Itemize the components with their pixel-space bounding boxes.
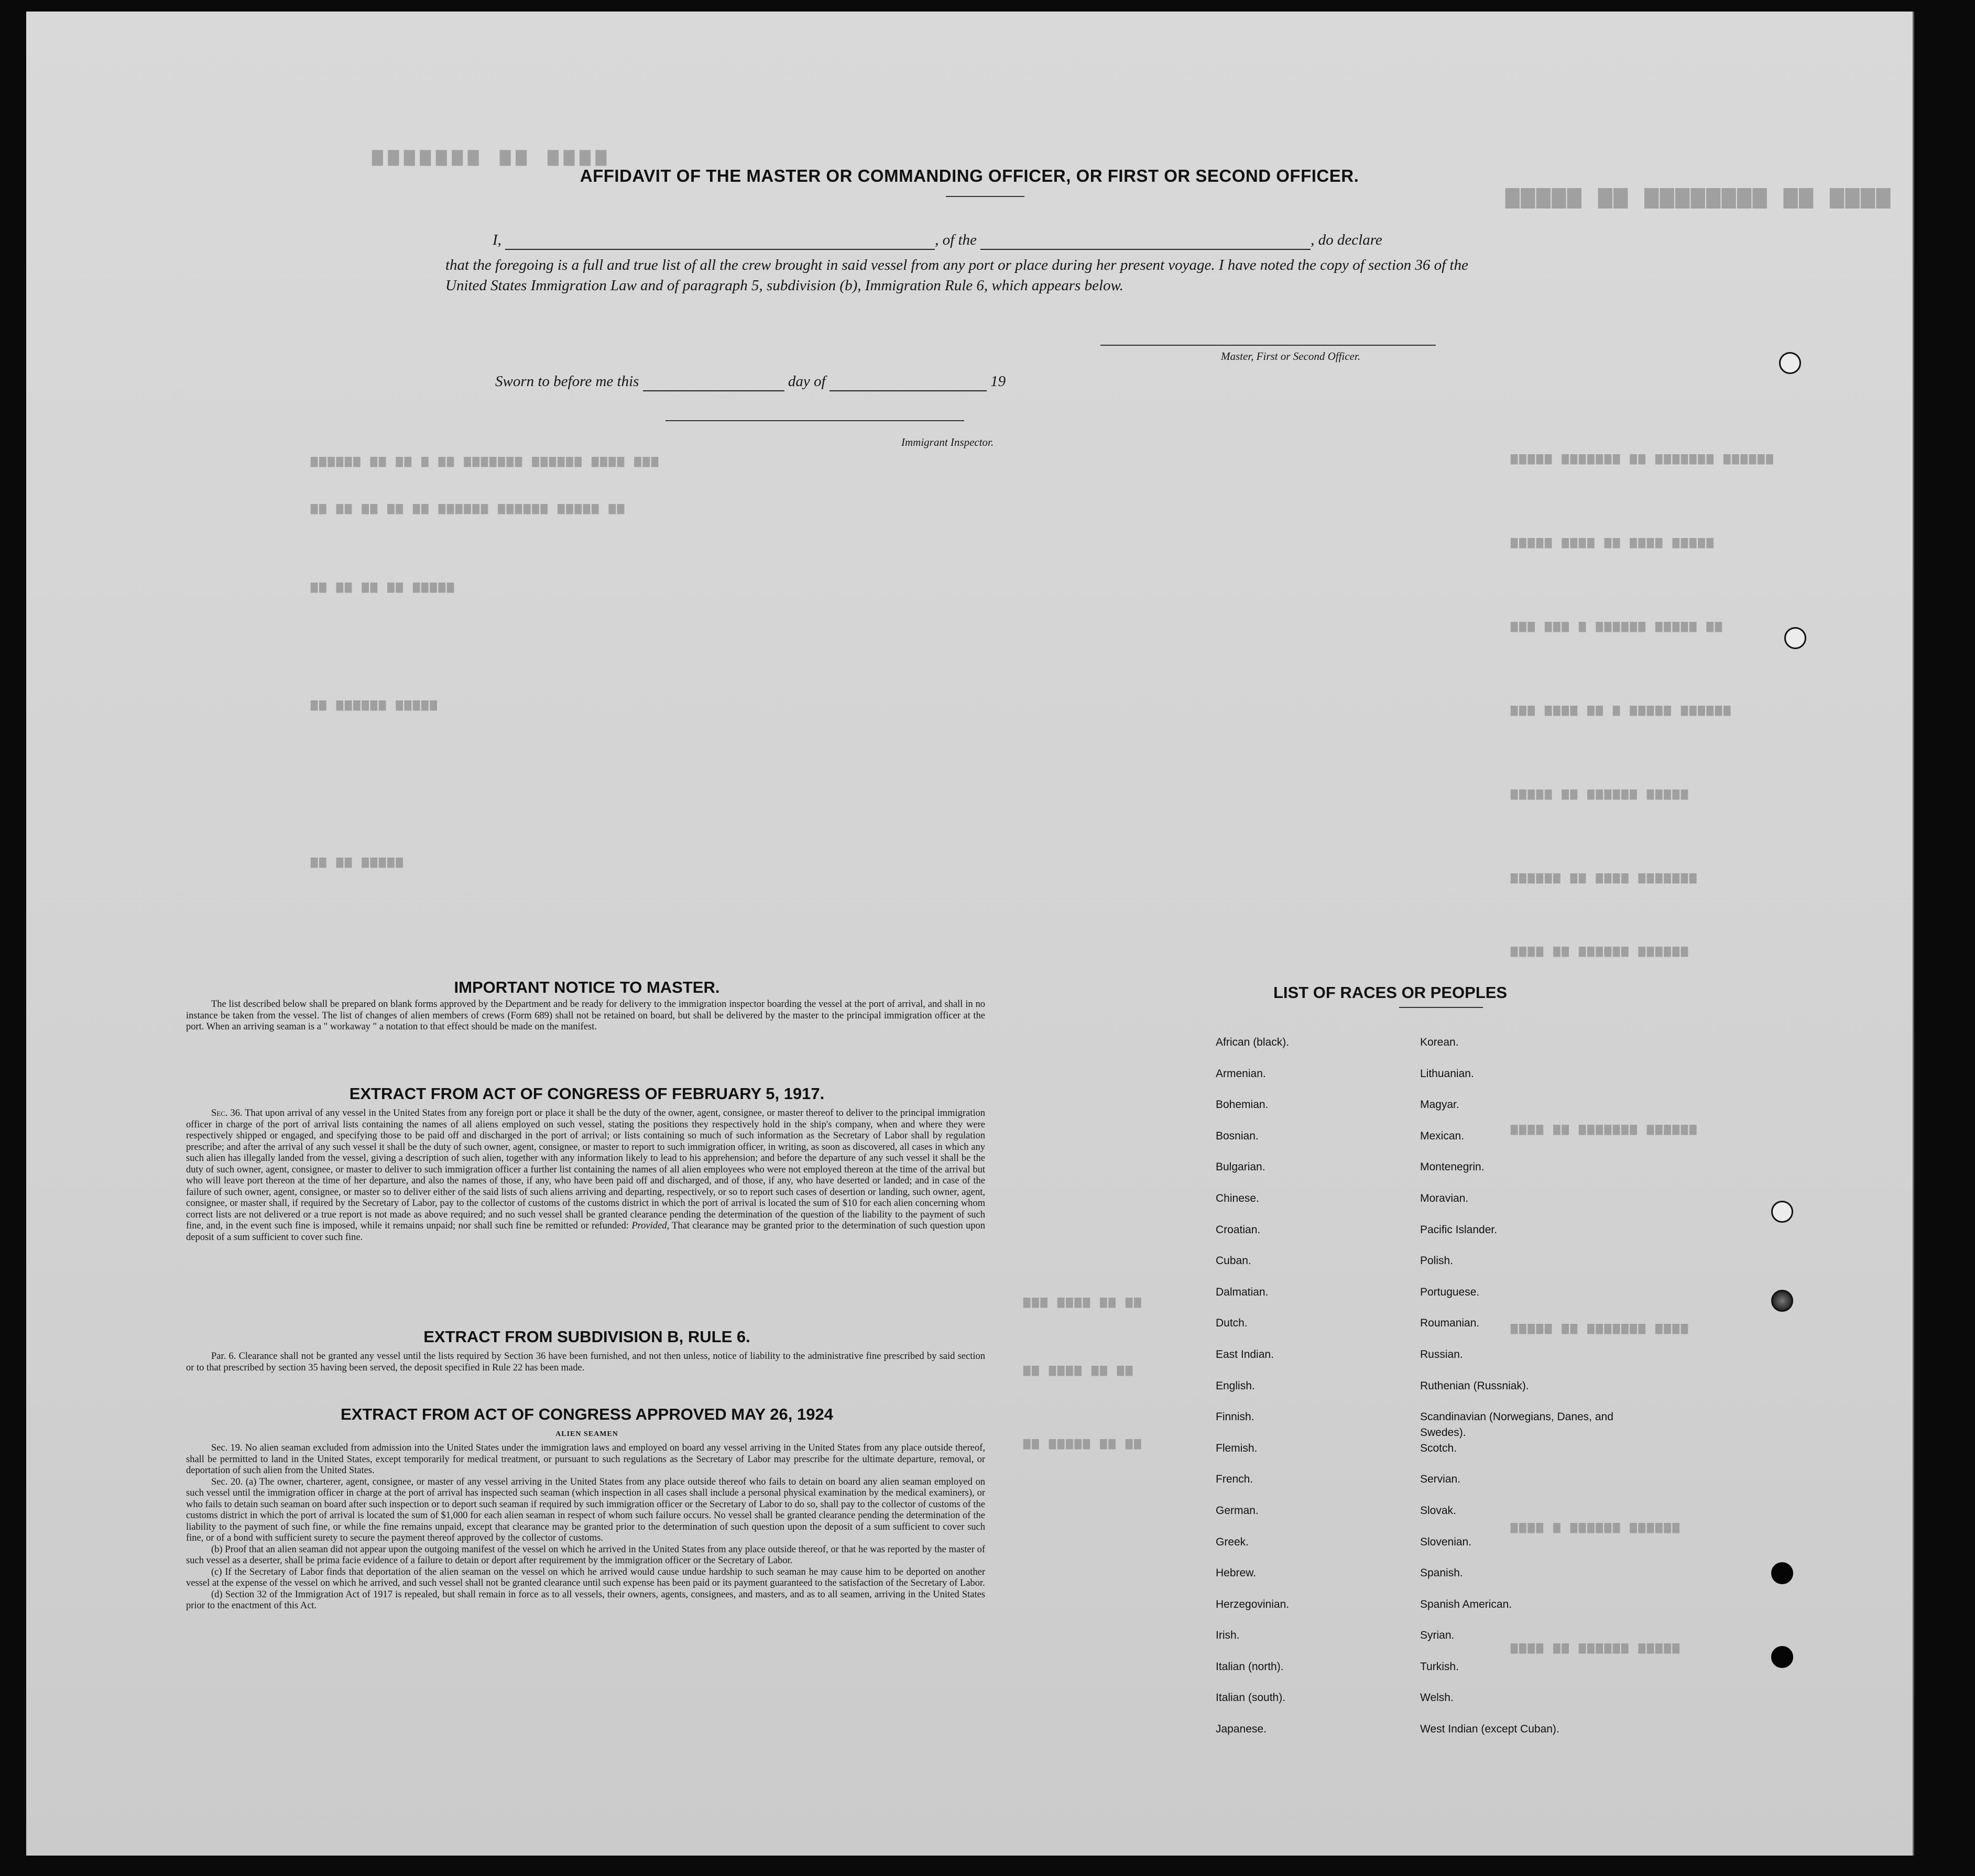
race-item: Bulgarian. <box>1216 1161 1265 1173</box>
sec19-text: Sec. 19. No alien seaman excluded from admission into the United States under the immigration laws and employed on board any vessel arriving in the United States from any place outside thereof, shall be permitted to land in the United States, except temporarily for medical treatment, or pursuant to such regulations as the Secretary of Labor may prescribe for the ultimate departure, removal, or deportation of such alien from the United States. <box>186 1443 985 1476</box>
bleedthrough-row: ▆▆▆▆▆▆ ▆▆▆▆▆▆▆ ▆▆ ▆▆▆▆▆▆▆ ▆▆▆▆▆ <box>1509 452 1773 465</box>
race-item: Lithuanian. <box>1420 1067 1474 1080</box>
binder-hole <box>1771 1290 1793 1312</box>
race-item: East Indian. <box>1216 1348 1274 1361</box>
race-item: Italian (south). <box>1216 1692 1286 1704</box>
sworn-label: Sworn to before me this <box>495 373 639 390</box>
sec36-text: That upon arrival of any vessel in the United States from any foreign port or place it shall be the duty of the owner, agent, consignee, or master thereof to deliver to the principal immigration officer in charge of the port of arrival lists containing the names of all aliens employed on such vessel, stating the positions they respectively hold in the ship's company, when and where they were respectively shipped or engaged, and specifying those to be paid off and discharged in the port of arrival; or lists containing so much of such information as the Secretary of Labor shall by regulation prescribe; and after the arrival of any such vessel it shall be the duty of such owner, agent, consignee, or master to report to such immigration officer, in writing, as soon as discovered, all cases in which any such alien has illegally landed from the vessel, giving a description of such alien, together with any information likely to lead to his apprehension; and before the departure of any such vessel it shall be the duty of such owner, agent, consignee, or master to deliver to such immigration officer a further list containing the names of all alien employees who were not employed thereon at the time of the arrival but who will leave port thereon at the time of her departure, and also the names of those, if any, who have been paid off and discharged, and of those, if any, who have deserted or landed; and in case of the failure of such owner, agent, consignee, or master so to deliver either of the said lists of such aliens arriving and departing, respectively, or so to report such cases of desertion or landing, such owner, agent, consignee, or master shall, if required by the Secretary of Labor, pay to the collector of customs of the customs district in which the port of arrival is located the sum of $10 for each alien concerning whom correct lists are not delivered or a true report is not made as above required; and no such vessel shall be granted clearance pending the determination of the question of the liability to the payment of such fine, and, in the event such fine is imposed, while it remains unpaid; nor shall such fine be remitted or refunded: <box>186 1108 985 1231</box>
affidavit-declaration-line <box>493 232 1488 250</box>
races-title: LIST OF RACES OR PEOPLES <box>1273 983 1508 1002</box>
bleedthrough-row: ▆▆▆▆ ▆▆▆▆▆▆▆ ▆▆ ▆▆▆▆▆ <box>1509 1321 1688 1334</box>
race-item: Greek. <box>1216 1535 1249 1548</box>
race-item: French. <box>1216 1473 1253 1486</box>
race-item: Moravian. <box>1420 1192 1469 1204</box>
race-item: Scotch. <box>1420 1442 1457 1454</box>
race-item: Chinese. <box>1216 1192 1259 1204</box>
race-item: Slovenian. <box>1420 1535 1472 1548</box>
bleedthrough-row: ▆▆ ▆▆ ▆▆▆▆ ▆▆ <box>1022 1363 1133 1376</box>
race-item: Syrian. <box>1420 1629 1455 1642</box>
sec36-label: Sec. 36. <box>211 1108 243 1118</box>
bleedthrough-row: ▆▆▆▆▆ ▆▆ ▆▆ ▆▆ ▆▆ <box>309 580 454 593</box>
race-item: Servian. <box>1420 1473 1461 1486</box>
bleedthrough-row: ▆▆▆▆▆▆ ▆▆▆▆▆▆ ▆ ▆▆▆▆ <box>1509 1520 1679 1533</box>
race-item: Hebrew. <box>1216 1567 1257 1579</box>
bleedthrough-row: ▆▆ ▆▆▆▆▆ ▆▆▆▆▆▆ ▆ ▆▆▆ ▆▆▆ <box>1509 619 1722 632</box>
sec20d-text: (d) Section 32 of the Immigration Act of 1917 is repealed, but shall remain in force as to all vessels, their owners, agents, consignees, and masters, and as to all seamen, arriving in the United States prior to the enactment of this Act. <box>186 1589 985 1611</box>
sec20b-text: (b) Proof that an alien seaman did not appear upon the outgoing manifest of the vessel on which he arrived in the United States from any place outside thereof, or that he was reported by the master of such vessel as a deserter, shall be prima facie evidence of a failure to detain or deport after requirement by the immigration officer or the Secretary of Labor. <box>186 1544 985 1566</box>
sec36-proviso-label: Provided, <box>631 1221 670 1231</box>
master-signature-field[interactable] <box>1100 345 1436 346</box>
sec36-proviso-text: That clearance may be granted prior to the determination of such question upon deposit of a sum sufficient to cover such fine. <box>186 1221 986 1243</box>
race-item: Portuguese. <box>1420 1286 1480 1298</box>
extract-1917-body <box>186 1108 985 1243</box>
bleedthrough-row: ▆▆ ▆▆ ▆▆▆▆ ▆▆▆ <box>1022 1295 1141 1308</box>
race-item: Ruthenian (Russniak). <box>1420 1379 1529 1392</box>
rule6-text: Par. 6. Clearance shall not be granted any vessel until the lists required by Section 36 have been furnished, and not then unless, notice of liability to the administrative fine prescribed by said section or to that prescribed by section 35 having been served, the deposit specified in Rule 22 has been made. <box>186 1351 985 1373</box>
binder-hole <box>1771 1562 1793 1584</box>
sworn-month-field[interactable] <box>830 373 987 391</box>
affidavit-declare-label: , do declare <box>1311 232 1382 248</box>
race-item: Korean. <box>1420 1036 1459 1048</box>
extract-1924-subtitle: ALIEN SEAMEN <box>555 1430 618 1438</box>
race-item: Armenian. <box>1216 1067 1266 1080</box>
master-signature-label: Master, First or Second Officer. <box>1221 350 1360 363</box>
master-name-field[interactable] <box>505 232 935 250</box>
race-item: Japanese. <box>1216 1723 1267 1736</box>
race-item: Dutch. <box>1216 1317 1248 1330</box>
races-rule <box>1399 1007 1483 1008</box>
bleedthrough-row: ▆▆▆▆▆▆ ▆▆▆▆▆ ▆ ▆▆ ▆▆▆▆ ▆▆▆ <box>1509 703 1731 716</box>
race-item: Pacific Islander. <box>1420 1223 1498 1236</box>
race-item: Italian (north). <box>1216 1660 1284 1673</box>
bleedthrough-row: ▆▆▆ ▆▆▆▆ ▆▆▆▆▆▆ ▆▆▆▆▆▆▆ ▆▆ ▆ ▆▆ ▆▆ ▆▆▆▆▆▆ <box>309 454 659 467</box>
inspector-signature-field[interactable] <box>665 420 964 421</box>
races-left-column <box>1216 1035 1404 1753</box>
affidavit-of-the-label: , of the <box>935 232 977 248</box>
bleedthrough-row: ▆▆▆▆▆▆ ▆▆▆▆▆▆▆ ▆▆ ▆▆▆▆ <box>1509 1122 1697 1135</box>
affidavit-title: AFFIDAVIT OF THE MASTER OR COMMANDING OFFICER, OR FIRST OR SECOND OFFICER. <box>580 166 1359 185</box>
extract-rule6-title: EXTRACT FROM SUBDIVISION B, RULE 6. <box>423 1328 750 1346</box>
race-item: Slovak. <box>1420 1504 1456 1517</box>
bleedthrough-row: ▆▆▆▆▆ ▆▆ ▆▆ <box>309 855 403 868</box>
race-item: Polish. <box>1420 1255 1454 1267</box>
race-item: Dalmatian. <box>1216 1286 1269 1298</box>
race-item: West Indian (except Cuban). <box>1420 1723 1559 1736</box>
bleedthrough-row: ▆▆ ▆▆ ▆▆▆▆▆ ▆▆ <box>1022 1436 1141 1450</box>
race-item: Magyar. <box>1420 1099 1459 1111</box>
race-item: Russian. <box>1420 1348 1463 1361</box>
race-item: English. <box>1216 1379 1255 1392</box>
race-item: Mexican. <box>1420 1129 1465 1142</box>
race-item: German. <box>1216 1504 1259 1517</box>
bleedthrough-row: ▆▆▆▆▆ ▆▆▆▆▆▆ ▆▆ <box>309 698 437 711</box>
notice-text: The list described below shall be prepared on blank forms approved by the Department and be ready for delivery to the immigration inspector boarding the vessel at the port of arrival, and shall in no instance be taken from the vessel. The list of changes of alien members of crews (Form 689) shall not be retained on board, but shall be delivered by the master to the principal immigration officer at the port. When an arriving seaman is a " workaway " a notation to that effect should be made on the manifest. <box>186 999 985 1032</box>
race-item: Cuban. <box>1216 1255 1251 1267</box>
binder-hole <box>1784 627 1806 649</box>
extract-1924-body <box>186 1443 985 1612</box>
notice-title: IMPORTANT NOTICE TO MASTER. <box>454 978 720 996</box>
bleedthrough-title: ▆▆▆▆ ▆▆ ▆▆▆▆▆▆▆ <box>367 145 607 166</box>
race-item: Irish. <box>1216 1629 1240 1642</box>
binder-hole <box>1779 352 1801 374</box>
race-item: Spanish American. <box>1420 1598 1512 1610</box>
race-item: Welsh. <box>1420 1692 1454 1704</box>
sworn-year-label: 19 <box>990 373 1006 390</box>
vessel-name-field[interactable] <box>980 232 1311 250</box>
manifest-sheet <box>26 12 1914 1856</box>
binder-hole <box>1771 1646 1793 1668</box>
affidavit-i-label: I, <box>493 232 501 248</box>
sworn-day-field[interactable] <box>643 373 784 391</box>
bleedthrough-row: ▆▆ ▆▆▆▆▆ ▆▆▆▆▆▆ ▆▆▆▆▆▆ ▆▆ ▆▆ ▆▆ ▆▆ ▆▆ <box>309 501 625 514</box>
race-item: Spanish. <box>1420 1567 1463 1579</box>
bleedthrough-row: ▆▆▆▆▆▆▆ ▆▆▆▆ ▆▆ ▆▆▆▆▆▆ <box>1509 871 1697 884</box>
title-rule <box>946 196 1024 197</box>
race-item: Herzegovinian. <box>1216 1598 1290 1610</box>
race-item: Scandinavian (Norwegians, Danes, and Swedes). <box>1420 1411 1613 1439</box>
sec20a-text: Sec. 20. (a) The owner, charterer, agent, consignee, or master of any vessel arriving in the United States from any place outside thereof who fails to detain on board any alien seaman employed on such vessel until the immigration officer in charge at the port of arrival has inspected such seaman (which inspection in all cases shall include a personal physical examination by the medical examiners), or who fails to detain such seaman on board after such inspection or to deport such seaman if required by such immigration officer or the Secretary of Labor to do so, shall pay to the collector of customs of the customs district in which the port of arrival is located the sum of $1,000 for each alien seaman in respect of whom such failure occurs. No vessel shall be granted clearance pending the determination of the liability to the payment of such fine, or while the fine remains unpaid, except that clearance may be granted prior to the determination of such question upon the deposit of a sum sufficient to cover such fine, or of a bond with sufficient surety to secure the payment thereof approved by the collector of customs. <box>186 1476 985 1543</box>
race-item: African (black). <box>1216 1036 1290 1048</box>
affidavit-body: that the foregoing is a full and true list of all the crew brought in said vessel from any port or place during her present voyage. I have noted the copy of section 36 of the United States Immigration Law and of paragraph 5, subdivision (b), Immigration Rule 6, which appears below. <box>445 257 1468 294</box>
extract-1917-title: EXTRACT FROM ACT OF CONGRESS OF FEBRUARY 5, 1917. <box>349 1084 825 1103</box>
sworn-line <box>495 373 1124 391</box>
notice-body <box>186 999 985 1033</box>
bleedthrough-row: ▆▆▆▆▆ ▆▆▆▆ ▆▆ ▆▆▆▆ ▆▆▆▆▆ <box>1509 535 1714 548</box>
sec20c-text: (c) If the Secretary of Labor finds that deportation of the alien seaman on the vessel on which he arrived would cause undue hardship to such seaman he may cause him to be deported on another vessel at the expense of the vessel on which he arrived, and such vessel shall not be granted clearance until such expense has been paid or its payment guaranteed to the satisfaction of the Secretary of Labor. <box>186 1566 985 1588</box>
race-item: Roumanian. <box>1420 1317 1480 1330</box>
races-right-column <box>1420 1035 1651 1753</box>
race-item: Bohemian. <box>1216 1099 1269 1111</box>
binder-hole <box>1771 1201 1793 1223</box>
sworn-day-of-label: day of <box>788 373 826 390</box>
extract-1924-title: EXTRACT FROM ACT OF CONGRESS APPROVED MAY 26, 1924 <box>341 1405 833 1423</box>
race-item: Croatian. <box>1216 1223 1261 1236</box>
bleedthrough-row: ▆▆▆▆▆ ▆▆▆▆▆▆ ▆▆ ▆▆▆▆ <box>1509 1641 1679 1654</box>
inspector-signature-label: Immigrant Inspector. <box>901 436 994 448</box>
race-item: Turkish. <box>1420 1660 1459 1673</box>
race-item: Bosnian. <box>1216 1129 1259 1142</box>
bleedthrough-header: ▆▆▆▆ ▆▆ ▆▆▆▆▆▆▆▆ ▆▆ ▆▆▆▆▆ <box>1504 182 1891 209</box>
race-item: Finnish. <box>1216 1411 1254 1423</box>
bleedthrough-row: ▆▆▆▆▆▆ ▆▆▆▆▆▆ ▆▆ ▆▆▆▆ <box>1509 944 1688 957</box>
race-item: Flemish. <box>1216 1442 1258 1454</box>
race-item: Montenegrin. <box>1420 1161 1485 1173</box>
bleedthrough-row: ▆▆▆▆▆ ▆▆▆▆▆▆ ▆▆ ▆▆▆▆▆ <box>1509 787 1688 800</box>
extract-rule6-body <box>186 1351 985 1374</box>
